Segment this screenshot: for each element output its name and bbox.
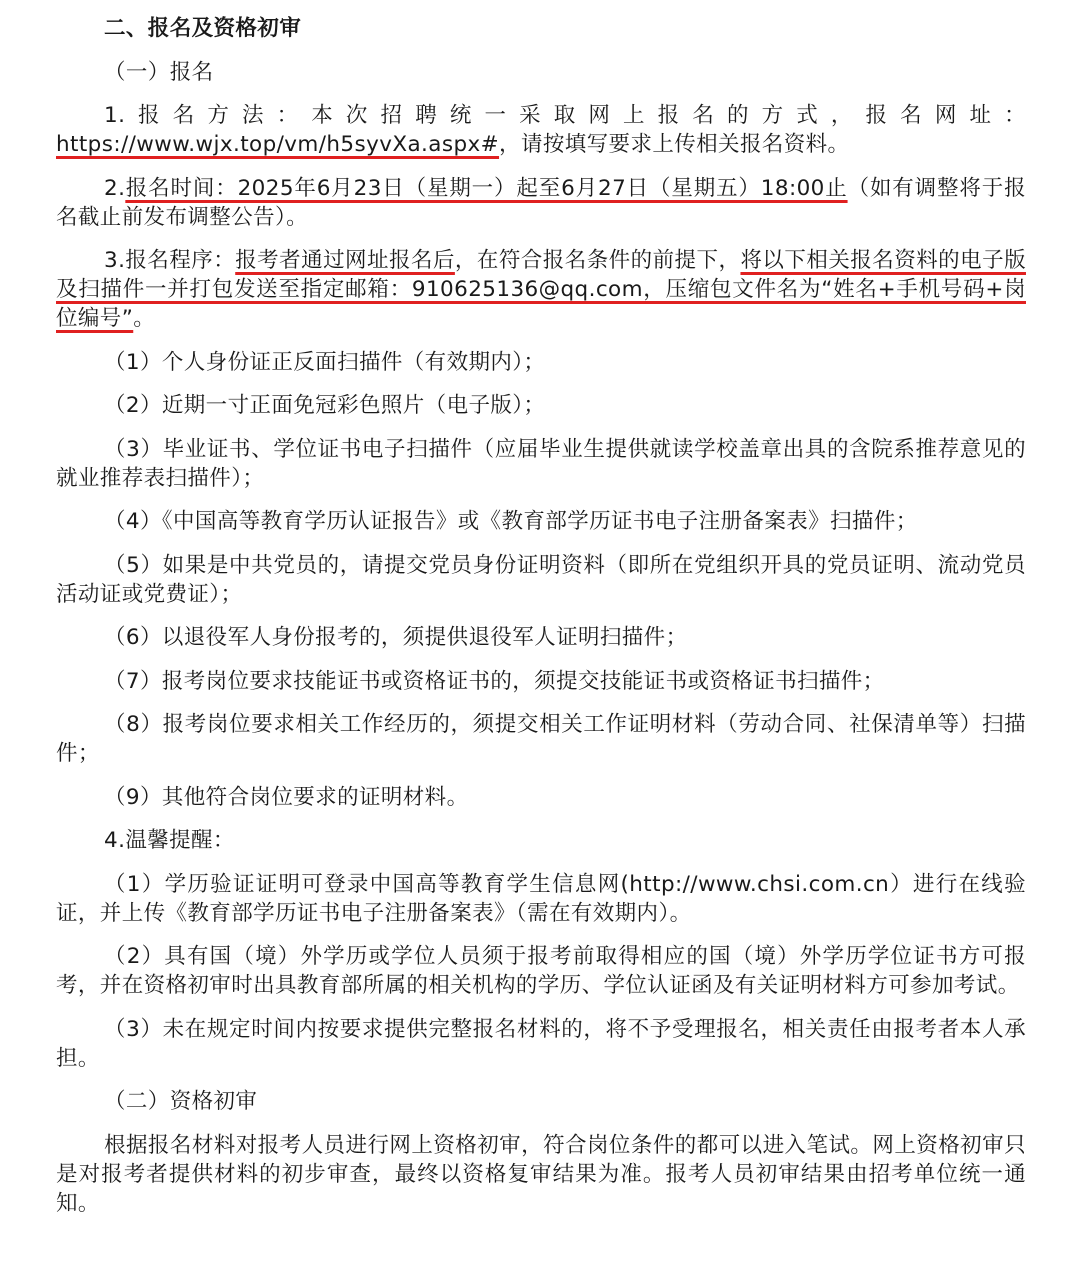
qualification-paragraph: 根据报名材料对报考人员进行网上资格初审，符合岗位条件的都可以进入笔试。网上资格初审只是对报考者提供材料的初步审查，最终以资格复审结果为准。报考人员初审结果由招考单位统一通知。: [56, 1132, 1026, 1216]
registration-procedure-highlight-2: 将以下相关报名资料的电子版及扫描件一并打包发送至指定邮箱：910625136@qq.com，压缩包文件名为“姓名+手机号码+岗位编号”: [56, 248, 1026, 331]
subsection-title-qualification: （二）资格初审: [104, 1089, 258, 1114]
registration-procedure-middle: ，在符合报名条件的前提下，: [454, 248, 741, 273]
material-item-4: （4）《中国高等教育学历认证报告》或《教育部学历证书电子注册备案表》扫描件；: [104, 509, 918, 534]
registration-method: [56, 101, 1026, 159]
material-item-3: （3）毕业证书、学位证书电子扫描件（应届毕业生提供就读学校盖章出具的含院系推荐意见的就业推荐表扫描件）；: [56, 436, 1026, 491]
registration-method-suffix: ，请按填写要求上传相关报名资料。: [499, 132, 850, 157]
section-title: 二、报名及资格初审: [104, 16, 302, 41]
material-item-8: （8）报考岗位要求相关工作经历的，须提交相关工作证明材料（劳动合同、社保清单等）扫描件；: [56, 712, 1026, 766]
document-body: [56, 14, 1026, 1218]
material-item-2: （2）近期一寸正面免冠彩色照片（电子版）；: [104, 393, 546, 418]
material-item-5: （5）如果是中共党员的，请提交党员身份证明资料（即所在党组织开具的党员证明、流动党员活动证或党费证）；: [56, 552, 1026, 607]
registration-procedure: [56, 246, 1026, 333]
reminder-item-2: （2）具有国（境）外学历或学位人员须于报考前取得相应的国（境）外学历学位证书方可报考，并在资格初审时出具教育部所属的相关机构的学历、学位认证函及有关证明材料方可参加考试。: [56, 944, 1026, 998]
subsection-title-registration: （一）报名: [104, 59, 214, 85]
reminder-title: 4.温馨提醒：: [104, 828, 235, 853]
registration-procedure-prefix: 3.报名程序：: [104, 248, 236, 273]
registration-procedure-suffix: 。: [133, 306, 156, 331]
reminder-item-3: （3）未在规定时间内按要求提供完整报名材料的，将不予受理报名，相关责任由报考者本人承担。: [56, 1016, 1026, 1071]
registration-method-text: 1.报名方法：本次招聘统一采取网上报名的方式，报名网址：: [104, 103, 1026, 128]
registration-url[interactable]: https://www.wjx.top/vm/h5syvXa.aspx#: [56, 132, 500, 157]
registration-time-suffix: （如有调整将于报名截止前发布调整公告）。: [56, 175, 1026, 230]
registration-time-prefix: 2.: [104, 175, 126, 201]
reminder-item-1: （1）学历验证证明可登录中国高等教育学生信息网(http://www.chsi.com.cn）进行在线验证，并上传《教育部学历证书电子注册备案表》（需在有效期内）。: [56, 871, 1026, 926]
material-item-6: （6）以退役军人身份报考的，须提供退役军人证明扫描件；: [104, 625, 688, 650]
registration-procedure-highlight-1: 报考者通过网址报名后: [235, 248, 455, 273]
material-item-1: （1）个人身份证正反面扫描件（有效期内）；: [104, 349, 546, 375]
material-item-7: （7）报考岗位要求技能证书或资格证书的，须提交技能证书或资格证书扫描件；: [104, 668, 885, 694]
material-item-9: （9）其他符合岗位要求的证明材料。: [104, 784, 469, 810]
registration-time-highlight: 报名时间：2025年6月23日（星期一）起至6月27日（星期五）18:00止: [125, 175, 848, 201]
registration-time: [56, 174, 1026, 232]
